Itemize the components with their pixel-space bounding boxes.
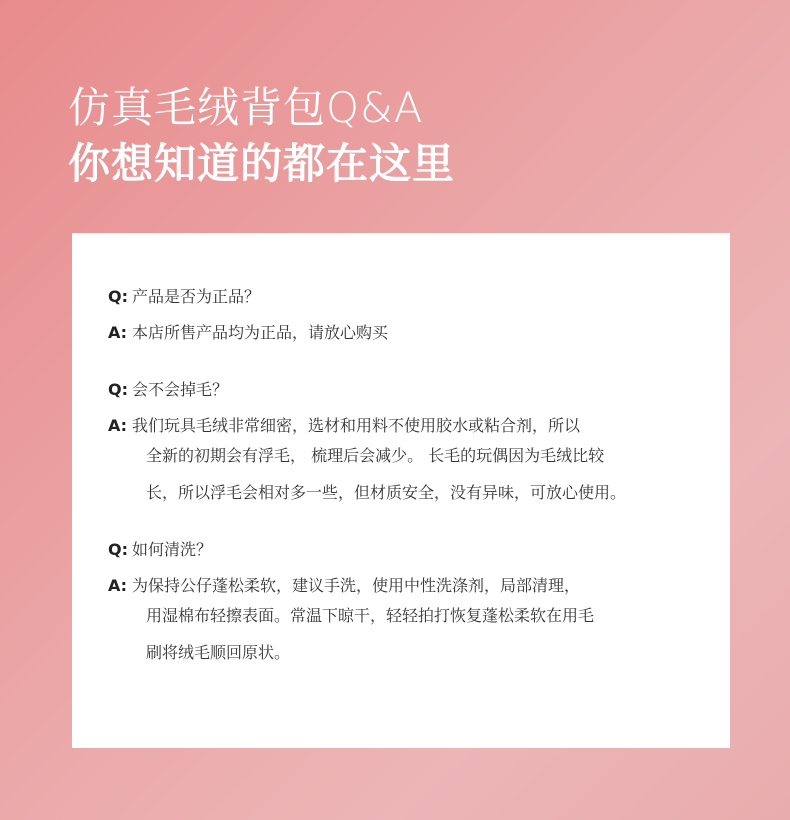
qa-list [108, 285, 718, 698]
qa-item [108, 378, 718, 504]
question-text: 产品是否为正品？ [132, 287, 261, 306]
answer-line: 全新的初期会有浮毛， 梳理后会减少。 长毛的玩偶因为毛绒比较 [146, 446, 605, 465]
answer-line: 刷将绒毛顺回原状。 [146, 643, 291, 662]
page-subtitle: 你想知道的都在这里 [68, 139, 456, 188]
answer-continuation [146, 444, 718, 504]
page-heading [68, 84, 455, 188]
answer-text: 本店所售产品均为正品，请放心购买 [132, 323, 389, 342]
answer-prefix: A: [108, 576, 128, 595]
answer-row [108, 414, 718, 504]
qa-card [72, 233, 730, 748]
question-row [108, 538, 718, 561]
answer-line: 长，所以浮毛会相对多一些，但材质安全，没有异味，可放心使用。 [146, 483, 627, 502]
page-title: 仿真毛绒背包Q&A [68, 83, 424, 132]
question-text: 如何清洗？ [132, 540, 213, 559]
answer-text: 为保持公仔蓬松柔软，建议手洗，使用中性洗涤剂，局部清理， [132, 576, 581, 595]
answer-continuation [146, 604, 718, 664]
answer-prefix: A: [108, 416, 128, 435]
qa-item [108, 538, 718, 664]
answer-prefix: A: [108, 323, 128, 342]
answer-line: 用湿棉布轻擦表面。常温下晾干，轻轻拍打恢复蓬松柔软在用毛 [146, 606, 595, 625]
answer-text: 我们玩具毛绒非常细密，选材和用料不使用胶水或粘合剂，所以 [132, 416, 581, 435]
answer-row [108, 574, 718, 664]
question-row [108, 378, 718, 401]
question-prefix: Q: [108, 380, 128, 399]
answer-row [108, 321, 718, 344]
question-prefix: Q: [108, 287, 128, 306]
question-prefix: Q: [108, 540, 128, 559]
question-text: 会不会掉毛？ [132, 380, 229, 399]
qa-item [108, 285, 718, 344]
question-row [108, 285, 718, 308]
